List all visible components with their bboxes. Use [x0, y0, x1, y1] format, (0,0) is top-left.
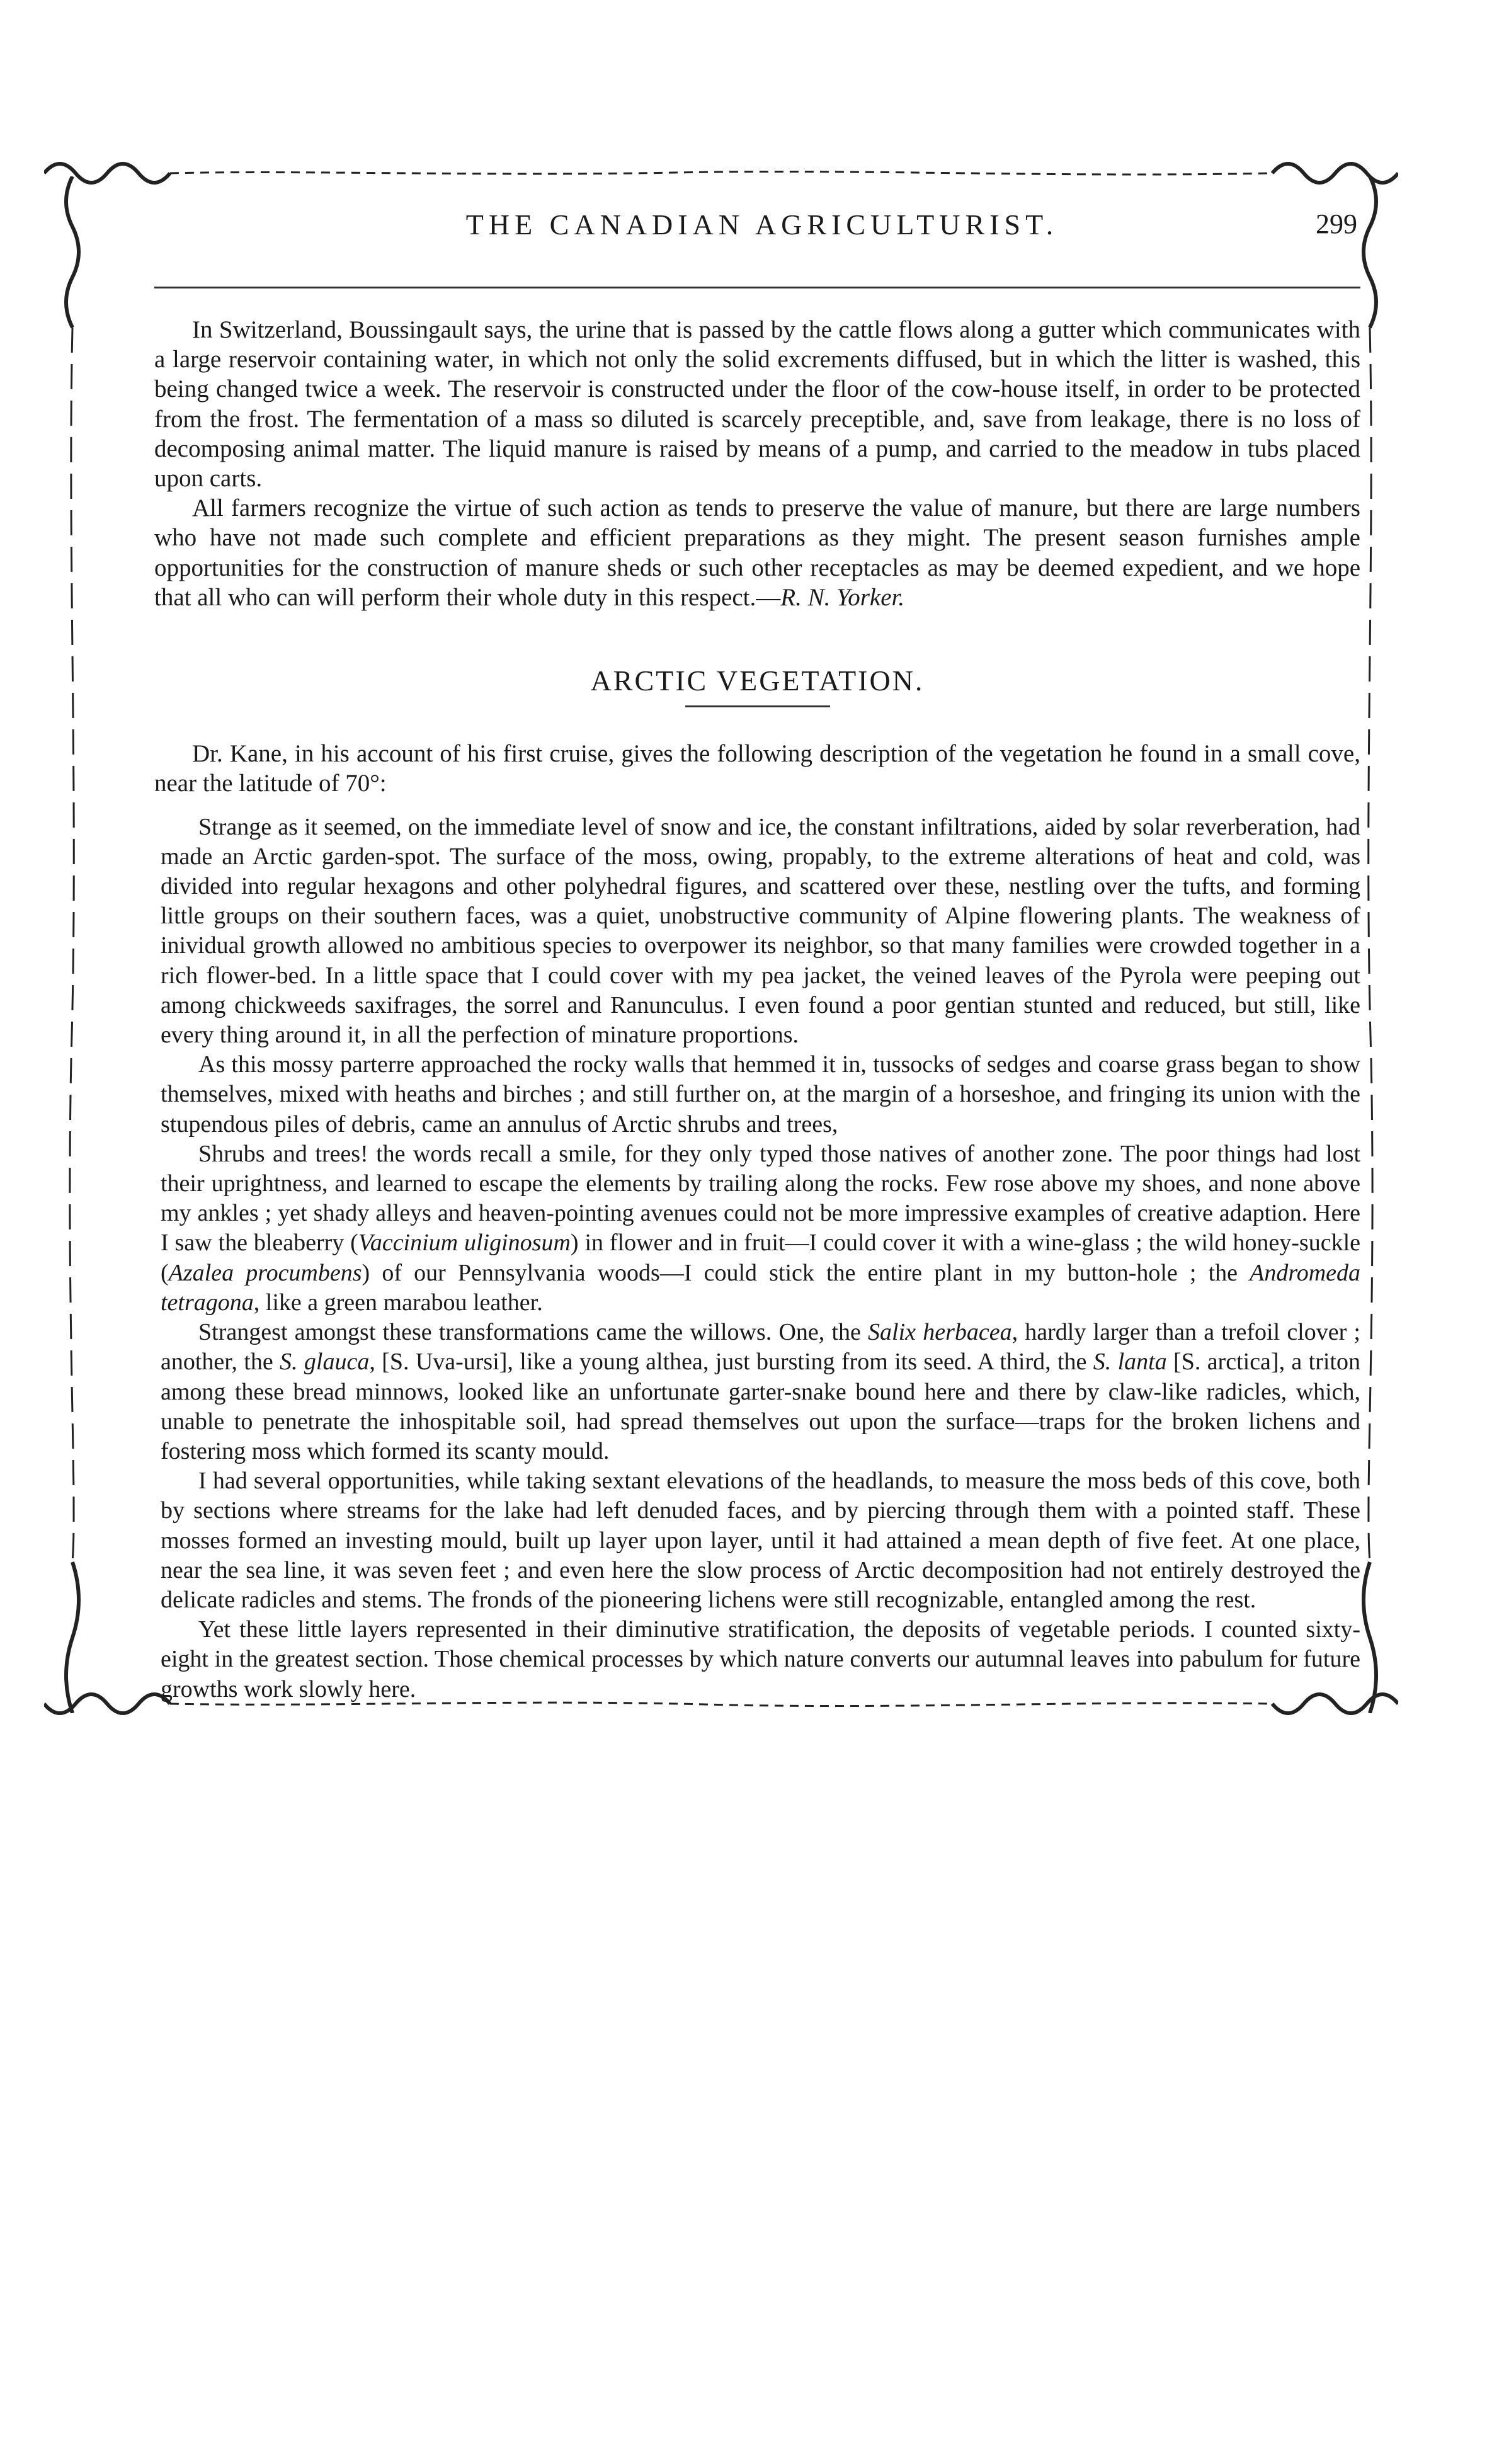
text-run: Strangest amongst these transformations came the willows. One, the	[198, 1319, 869, 1346]
running-title: THE CANADIAN AGRICULTURIST.	[465, 208, 1059, 241]
text-run: ) of our Pennsylvania woods—I could stick the entire plant in my button-hole ; the	[362, 1259, 1250, 1286]
paragraph-farmers-text: All farmers recognize the virtue of such action as tends to preserve the value of manure, but there are large numbers who have not made such complete and efficient preparations as they might. The present season furnishes ample opportunities for the construction of manure sheds or such other receptacles as may be deemed expedient, and we hope that all who can will perform their whole duty in this respect.—	[154, 494, 1360, 611]
text-run: [S. arctica], a triton among these bread minnows, looked like an unfortunate garter-snake bound here and there by claw-like radicles, which, unable to penetrate the inhospitable soil, had spread themselves out upon the surface—traps for the broken lichens and fostering moss which formed its scanty mould.	[161, 1349, 1360, 1464]
page-number: 299	[1316, 208, 1357, 239]
header-rule	[154, 287, 1360, 288]
page-header	[145, 202, 1379, 252]
text-run: , [S. Uva-ursi], like a young althea, just bursting from its seed. A third, the	[369, 1349, 1093, 1376]
border-ornament-top	[44, 151, 1398, 195]
quote-paragraph-moss-beds: I had several opportunities, while taking sextant elevations of the headlands, to measure the moss beds of this cove, both by sections where streams for the lake had left denuded faces, and by piercing through them with a pointed staff. These mosses formed an investing mould, built up layer upon layer, until it had attained a mean depth of five feet. At one place, near the sea line, it was seven feet ; and even here the slow process of Arctic decomposition had not entirely destroyed the delicate radicles and stems. The fronds of the pioneering lichens were still recognizable, entangled among the rest.	[161, 1468, 1360, 1613]
text-run: ) in flower and in fruit—I could cover it with a wine-glass ; the wild honey-suckle (	[161, 1229, 1360, 1286]
quote-paragraph-willows	[154, 1318, 1360, 1466]
quote-paragraph-shrubs	[154, 1139, 1360, 1318]
species-name: Vaccinium uliginosum	[358, 1229, 571, 1257]
quoted-account	[154, 813, 1360, 1704]
text-run: , hardly larger than a trefoil clover ; another, the	[161, 1319, 1360, 1376]
text-run: Shrubs and trees! the words recall a smile, for they only typed those natives of another zone. The poor things had lost their uprightness, and learned to escape the elements by trailing along the rocks. Few rose above my shoes, and none above my ankles ; yet shady alleys and heaven-pointing avenues could not be more impressive examples of creative adaption. Here I saw the bleaberry (	[161, 1140, 1360, 1257]
paragraph-farmers	[154, 493, 1360, 612]
article-body	[154, 315, 1360, 1704]
species-name: S. lanta	[1093, 1349, 1167, 1376]
quote-paragraph-garden: Strange as it seemed, on the immediate level of snow and ice, the constant infiltrations, aided by solar reverberation, had made an Arctic garden-spot. The surface of the moss, owing, propably, to the extreme alterations of heat and cold, was divided into regular hexagons and other polyhedral figures, and scattered over these, nestling over the tufts, and forming little groups on their southern faces, was a quiet, unobstructive community of Alpine flowering plants. The weakness of inividual growth allowed no ambitious species to overpower its neighbor, so that many families were crowded together in a rich flower-bed. In a little space that I could cover with my pea jacket, the veined leaves of the Pyrola were peeping out among chickweeds saxifrages, the sorrel and Ranunculus. I even found a poor gentian stunted and reduced, but still, like every thing around it, in all the perfection of minature proportions.	[161, 813, 1360, 1049]
quote-paragraph-parterre: As this mossy parterre approached the rocky walls that hemmed it in, tussocks of sedges and coarse grass began to show themselves, mixed with heaths and birches ; and still further on, at the margin of a horseshoe, and fringing its union with the stupendous piles of debris, came an annulus of Arctic shrubs and trees,	[161, 1051, 1360, 1138]
text-run: , like a green marabou leather.	[253, 1289, 543, 1316]
species-name: Azalea procumbens	[168, 1259, 362, 1286]
paragraph-switzerland: In Switzerland, Boussingault says, the urine that is passed by the cattle flows along a gutter which communicates with a large reservoir containing water, in which not only the solid excrements diffused, but in which the litter is washed, this being changed twice a week. The reservoir is constructed under the floor of the cow-house itself, in order to be protected from the frost. The fermentation of a mass so diluted is scarcely preceptible, and, save from leakage, there is no loss of decomposing animal matter. The liquid manure is raised by means of a pump, and carried to the meadow in tubs placed upon carts.	[154, 316, 1360, 493]
quote-paragraph-layers: Yet these little layers represented in their diminutive stratification, the deposits of vegetable periods. I counted sixty-eight in the greatest section. Those chemical processes by which nature converts our autumnal leaves into pabulum for future growths work slowly here.	[161, 1616, 1360, 1703]
species-name: Salix herbacea	[868, 1319, 1012, 1346]
section-rule	[685, 705, 830, 707]
source-citation: R. N. Yorker.	[780, 583, 905, 611]
species-name: S. glauca	[280, 1349, 370, 1376]
intro-paragraph: Dr. Kane, in his account of his first cruise, gives the following description of the vegetation he found in a small cove, near the latitude of 70°:	[154, 740, 1360, 797]
section-title: ARCTIC VEGETATION.	[590, 664, 925, 697]
species-name: Andromeda tetragona	[161, 1259, 1361, 1316]
border-ornament-left	[54, 176, 91, 1713]
